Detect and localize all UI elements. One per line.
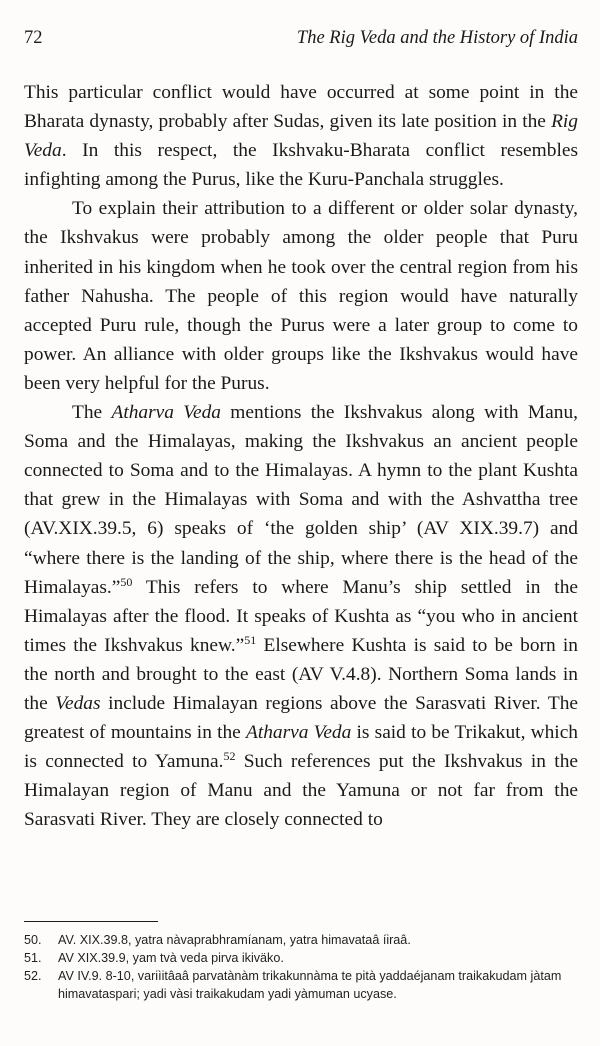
paragraph-3-text-e: include Himalayan regions above the Sarasvati River. The greatest of mountains in the (24, 692, 578, 744)
paragraph-3 (24, 398, 578, 834)
paragraph-3-italic-vedas: Vedas (55, 692, 101, 714)
footnote-ref-50: 50 (120, 574, 133, 589)
paragraph-3-italic-atharva-veda-2: Atharva Veda (245, 722, 352, 744)
footnote-ref-52: 52 (223, 749, 236, 764)
footnote-number: 50. (24, 933, 42, 947)
paragraph-3-text-b: mentions the Ikshvakus along with Manu, Soma and the Himalayas, making the Ikshvakus an ancient people connected to Soma and to the Himalayas. A hymn to the plant Kushta that grew in the Himalayas with Soma and with the Ashvattha tree (AV.XIX.39.5, 6) speaks of ‘the golden ship’ (AV XIX.39.7) and “where there is the landing of the ship, where there is the head of the Himalayas.” (24, 402, 578, 598)
paragraph-1-italic-rig-veda: Rig Veda (24, 111, 578, 162)
paragraph-1-text-b: . In this respect, the Ikshvaku-Bharata conflict resembles infighting among the Purus, like the Kuru-Panchala struggles. (24, 140, 578, 191)
footnotes (24, 931, 578, 1003)
body-text (24, 78, 578, 834)
paragraph-3-text-c: This refers to where Manu’s ship settled in the Himalayas after the flood. It speaks of Kushta as “you who in ancient times the Ikshvakus knew.” (24, 576, 578, 656)
paragraph-3-italic-atharva-veda: Atharva Veda (111, 402, 221, 424)
footnote-text: AV XIX.39.9, yam tvà veda pirva ikiväko. (58, 951, 284, 965)
footnote-divider (24, 921, 158, 922)
footnote-51 (24, 949, 578, 967)
footnote-52 (24, 967, 578, 1003)
running-head (24, 28, 578, 54)
running-title: The Rig Veda and the History of India (296, 28, 578, 48)
paragraph-1 (24, 78, 578, 194)
footnote-50 (24, 931, 578, 949)
paragraph-3-text-g: Such references put the Ikshvakus in the Himalayan region of Manu and the Yamuna or not far from the Sarasvati River. They are closely connected to (24, 751, 578, 831)
paragraph-3-text-a: The (72, 402, 112, 424)
paragraph-1-text-a: This particular conflict would have occurred at some point in the Bharata dynasty, probably after Sudas, given its late position in the (24, 82, 578, 133)
paragraph-3-text-d: Elsewhere Kushta is said to be born in the north and brought to the east (AV V.4.8). Northern Soma lands in the (24, 634, 578, 714)
paragraph-2: To explain their attribution to a different or older solar dynasty, the Ikshvakus were probably among the older people that Puru inherited in his kingdom when he took over the central region from his father Nahusha. The people of this region would have naturally accepted Puru rule, though the Purus were a later group to come to power. An alliance with older groups like the Ikshvakus would have been very helpful for the Purus. (24, 198, 578, 394)
footnote-number: 51. (24, 951, 42, 965)
footnote-text: AV. XIX.39.8, yatra nàvaprabhramíanam, yatra himavataâ íiraâ. (58, 933, 411, 947)
footnote-number: 52. (24, 969, 42, 983)
paragraph-3-text-f: is said to be Trikakut, which is connected to Yamuna. (24, 722, 578, 773)
page-number: 72 (24, 28, 43, 48)
footnote-ref-51: 51 (244, 632, 257, 647)
footnote-text: AV IV.9. 8-10, variìitâaâ parvatànàm trikakunnàma te pità yaddaéjanam traikakudam jàtam himavataspari; yadi vàsi traikakudam yadi yàmuman ucyase. (58, 969, 562, 1001)
